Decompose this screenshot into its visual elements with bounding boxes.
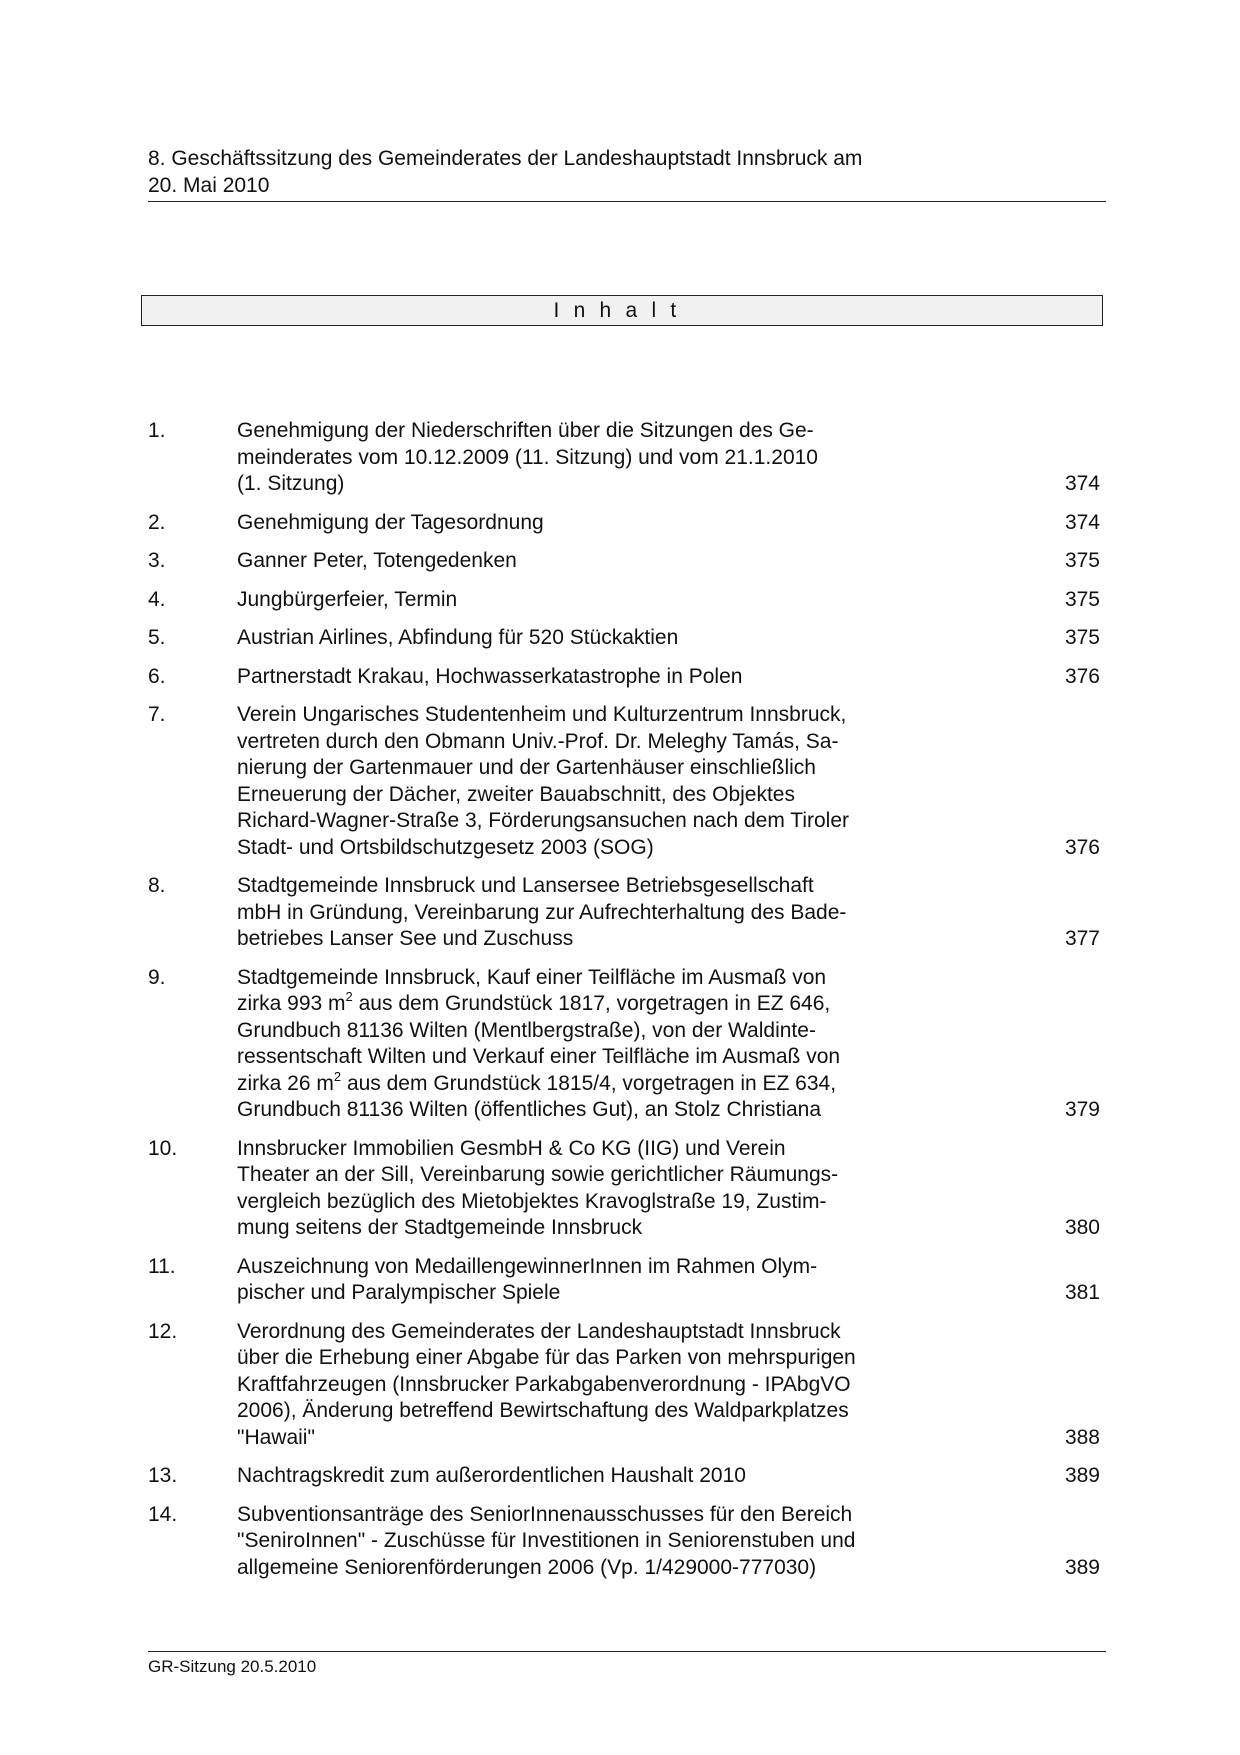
toc-line: Grundbuch 81136 Wilten (Mentlbergstraße), von der Waldinte- [237, 1018, 816, 1042]
toc-line: "Hawaii" [237, 1425, 315, 1449]
toc-number: 4. [148, 587, 166, 611]
header-line: 20. Mai 2010 [148, 174, 270, 197]
toc-item [148, 1136, 1100, 1242]
toc-number: 2. [148, 510, 166, 534]
toc-title [237, 965, 977, 1124]
toc-line: pischer und Paralympischer Spiele [237, 1281, 561, 1304]
toc-line: mbH in Gründung, Vereinbarung zur Aufrechterhaltung des Bade- [237, 900, 847, 924]
toc-line-part: aus dem Grundstück 1817, vorgetragen in EZ 646, [358, 992, 831, 1015]
toc-line: Subventionsanträge des SeniorInnenausschusses für den Bereich [237, 1502, 853, 1526]
section-title: Inhalt [141, 295, 1103, 326]
toc-title [237, 873, 977, 953]
toc-number: 3. [148, 549, 166, 572]
toc-page-number: 375 [1064, 587, 1100, 611]
toc-number: 13. [148, 1464, 178, 1487]
toc-page-number: 380 [1064, 1216, 1100, 1239]
toc-line [237, 1068, 977, 1098]
toc-line: Nachtragskredit zum außerordentlichen Haushalt 2010 [237, 1464, 746, 1487]
toc-line: Erneuerung der Dächer, zweiter Bauabschnitt, des Objektes [237, 782, 795, 806]
table-of-contents [148, 418, 1100, 1593]
toc-title [237, 1319, 977, 1452]
toc-title [237, 1254, 977, 1307]
toc-page-number: 375 [1064, 549, 1100, 572]
toc-line: vertreten durch den Obmann Univ.-Prof. Dr. Meleghy Tamás, Sa- [237, 729, 839, 753]
toc-title [237, 1463, 977, 1490]
toc-line: betriebes Lanser See und Zuschuss [237, 927, 574, 950]
superscript: 2 [345, 989, 353, 1004]
toc-line: 2006), Änderung betreffend Bewirtschaftung des Waldparkplatzes [237, 1399, 849, 1422]
toc-number: 1. [148, 419, 166, 442]
document-header [148, 145, 1106, 202]
toc-line: Theater an der Sill, Vereinbarung sowie gerichtlicher Räumungs- [237, 1163, 839, 1186]
page-footer: GR-Sitzung 20.5.2010 [148, 1651, 1106, 1678]
toc-page-number: 374 [1064, 510, 1100, 534]
toc-line: Stadt- und Ortsbildschutzgesetz 2003 (SOG) [237, 835, 654, 859]
toc-title [237, 587, 977, 614]
toc-number: 9. [148, 965, 166, 989]
toc-page-number: 389 [1064, 1464, 1100, 1487]
toc-line: ressentschaft Wilten und Verkauf einer Teilfläche im Ausmaß von [237, 1045, 841, 1068]
toc-line: Grundbuch 81136 Wilten (öffentliches Gut), an Stolz Christiana [237, 1098, 822, 1121]
toc-line: Stadtgemeinde Innsbruck, Kauf einer Teilfläche im Ausmaß von [237, 965, 827, 989]
toc-line: (1. Sitzung) [237, 472, 345, 495]
toc-line [237, 991, 977, 1018]
toc-line: Auszeichnung von MedaillengewinnerInnen im Rahmen Olym- [237, 1254, 818, 1278]
toc-line: allgemeine Seniorenförderungen 2006 (Vp. 1/429000-777030) [237, 1555, 817, 1579]
toc-page-number: 376 [1064, 664, 1100, 688]
toc-line: mung seitens der Stadtgemeinde Innsbruck [237, 1216, 643, 1239]
toc-item [148, 510, 1100, 537]
toc-title [237, 1136, 977, 1242]
toc-number: 11. [148, 1254, 176, 1278]
toc-page-number: 379 [1064, 1098, 1100, 1121]
toc-title [237, 418, 977, 498]
toc-number: 8. [148, 874, 166, 897]
header-line: 8. Geschäftssitzung des Gemeinderates der Landeshauptstadt Innsbruck am [148, 147, 863, 170]
toc-item [148, 625, 1100, 652]
toc-page-number: 388 [1064, 1425, 1100, 1449]
toc-title [237, 702, 977, 861]
toc-item [148, 587, 1100, 614]
toc-line: Verordnung des Gemeinderates der Landeshauptstadt Innsbruck [237, 1319, 841, 1343]
toc-number: 6. [148, 664, 166, 688]
toc-line: Richard-Wagner-Straße 3, Förderungsansuchen nach dem Tiroler [237, 809, 850, 832]
toc-item [148, 1463, 1100, 1490]
toc-line: Innsbrucker Immobilien GesmbH & Co KG (IIG) und Verein [237, 1136, 786, 1160]
toc-number: 14. [148, 1502, 178, 1526]
toc-number: 7. [148, 703, 166, 726]
toc-line: "SeniroInnen" - Zuschüsse für Investitionen in Seniorenstuben und [237, 1529, 856, 1552]
toc-line: Verein Ungarisches Studentenheim und Kulturzentrum Innsbruck, [237, 703, 847, 726]
toc-line: über die Erhebung einer Abgabe für das Parken von mehrspurigen [237, 1346, 856, 1369]
toc-line-part: zirka 993 m [237, 992, 346, 1015]
toc-line: Stadtgemeinde Innsbruck und Lansersee Betriebsgesellschaft [237, 874, 814, 897]
toc-line: Austrian Airlines, Abfindung für 520 Stückaktien [237, 626, 679, 649]
toc-item [148, 548, 1100, 575]
toc-line: Jungbürgerfeier, Termin [237, 587, 458, 611]
toc-line: vergleich bezüglich des Mietobjektes Kravoglstraße 19, Zustim- [237, 1189, 827, 1213]
toc-title [237, 1502, 977, 1582]
toc-line: Genehmigung der Tagesordnung [237, 510, 544, 534]
toc-page-number: 376 [1064, 835, 1100, 859]
toc-page-number: 375 [1064, 626, 1100, 649]
toc-line: meinderates vom 10.12.2009 (11. Sitzung) und vom 21.1.2010 [237, 445, 818, 469]
toc-page-number: 381 [1064, 1281, 1100, 1304]
toc-page-number: 377 [1064, 927, 1100, 950]
toc-number: 5. [148, 626, 166, 649]
toc-title [237, 664, 977, 691]
toc-page-number: 389 [1064, 1555, 1100, 1579]
superscript: 2 [333, 1068, 342, 1084]
toc-number: 12. [148, 1319, 178, 1343]
toc-number: 10. [148, 1136, 178, 1160]
toc-line: Partnerstadt Krakau, Hochwasserkatastrophe in Polen [237, 664, 743, 688]
toc-line-part: aus dem Grundstück 1815/4, vorgetragen in EZ 634, [346, 1071, 837, 1095]
toc-item [148, 1254, 1100, 1307]
toc-line: Genehmigung der Niederschriften über die Sitzungen des Ge- [237, 419, 814, 442]
toc-item [148, 873, 1100, 953]
toc-title [237, 510, 977, 537]
toc-item [148, 1319, 1100, 1452]
toc-page-number: 374 [1064, 472, 1100, 495]
toc-item [148, 418, 1100, 498]
toc-title [237, 548, 977, 575]
toc-item [148, 965, 1100, 1124]
toc-line: Ganner Peter, Totengedenken [237, 549, 517, 572]
toc-title [237, 625, 977, 652]
toc-item [148, 1502, 1100, 1582]
toc-line-part: zirka 26 m [237, 1071, 334, 1095]
toc-item [148, 664, 1100, 691]
toc-line: Kraftfahrzeugen (Innsbrucker Parkabgabenverordnung - IPAbgVO [237, 1372, 851, 1396]
toc-item [148, 702, 1100, 861]
toc-line: nierung der Gartenmauer und der Gartenhäuser einschließlich [237, 756, 816, 779]
